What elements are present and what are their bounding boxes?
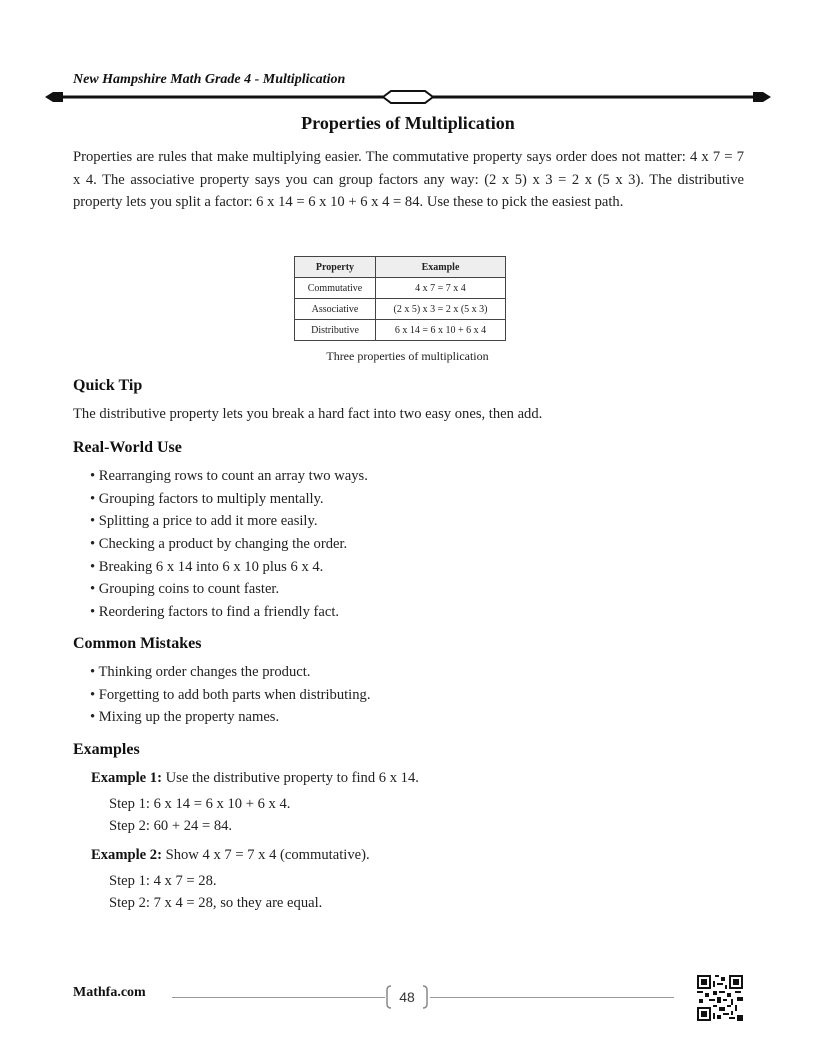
- table-cell: 4 x 7 = 7 x 4: [376, 278, 506, 299]
- footer-divider: [172, 997, 385, 998]
- example-step: Step 1: 6 x 14 = 6 x 10 + 6 x 4.: [109, 796, 291, 812]
- example-step: Step 2: 60 + 24 = 84.: [109, 818, 233, 834]
- table-cell: Associative: [295, 299, 376, 320]
- properties-table: [294, 256, 506, 341]
- list-item: • Checking a product by changing the order.: [90, 536, 348, 553]
- table-cell: (2 x 5) x 3 = 2 x (5 x 3): [376, 299, 506, 320]
- example-label: Example 1:: [91, 770, 162, 786]
- table-header-cell: Example: [376, 257, 506, 278]
- example-label: Example 2:: [91, 847, 162, 863]
- quick-tip-text: The distributive property lets you break a hard fact into two easy ones, then add.: [73, 406, 543, 422]
- table-row: [295, 299, 506, 320]
- footer-divider: [430, 997, 674, 998]
- footer-brand[interactable]: Mathfa.com: [73, 985, 146, 1000]
- list-item: • Forgetting to add both parts when distributing.: [90, 686, 371, 703]
- table-row: [295, 278, 506, 299]
- list-item: • Mixing up the property names.: [90, 709, 280, 726]
- header-title: New Hampshire Math Grade 4 - Multiplication: [73, 72, 346, 87]
- table-header-row: [295, 257, 506, 278]
- examples-heading: Examples: [73, 741, 140, 758]
- table-caption: Three properties of multiplication: [326, 349, 489, 363]
- page-number: 48: [399, 989, 415, 1005]
- real-world-heading: Real-World Use: [73, 439, 182, 456]
- list-item: • Reordering factors to find a friendly fact.: [90, 604, 340, 621]
- header-rule: [45, 88, 771, 106]
- example-2: [91, 847, 370, 864]
- table-header-cell: Property: [295, 257, 376, 278]
- quick-tip-heading: Quick Tip: [73, 377, 143, 394]
- table-row: [295, 320, 506, 341]
- example-1: [91, 770, 419, 787]
- example-text: Use the distributive property to find 6 x 14.: [161, 770, 419, 786]
- table-cell: Distributive: [295, 320, 376, 341]
- list-item: • Splitting a price to add it more easily.: [90, 513, 318, 530]
- intro-paragraph: Properties are rules that make multiplying easier. The commutative property says order does not matter: 4 x 7 = 7 x 4. The associative property says you can group factors any way: (2 x 5) x 3 = 2 x (5 x 3). The distributive property lets you split a factor: 6 x 14 = 6 x 10 + 6 x 4 = 84. Use these to pick the easiest path.: [73, 149, 744, 211]
- real-world-list: [90, 465, 368, 624]
- page-title: Properties of Multiplication: [301, 113, 515, 133]
- list-item: • Breaking 6 x 14 into 6 x 10 plus 6 x 4.: [90, 558, 324, 575]
- table-cell: 6 x 14 = 6 x 10 + 6 x 4: [376, 320, 506, 341]
- example-text: Show 4 x 7 = 7 x 4 (commutative).: [161, 847, 370, 863]
- list-item: • Rearranging rows to count an array two ways.: [90, 468, 368, 484]
- mistakes-heading: Common Mistakes: [73, 635, 202, 652]
- example-step: Step 2: 7 x 4 = 28, so they are equal.: [109, 895, 323, 911]
- example-step: Step 1: 4 x 7 = 28.: [109, 873, 217, 889]
- list-item: • Grouping factors to multiply mentally.: [90, 490, 324, 507]
- table-cell: Commutative: [295, 278, 376, 299]
- list-item: • Thinking order changes the product.: [90, 664, 311, 680]
- mistakes-list: [90, 661, 370, 729]
- list-item: • Grouping coins to count faster.: [90, 581, 280, 598]
- qr-code-icon: [697, 975, 743, 1021]
